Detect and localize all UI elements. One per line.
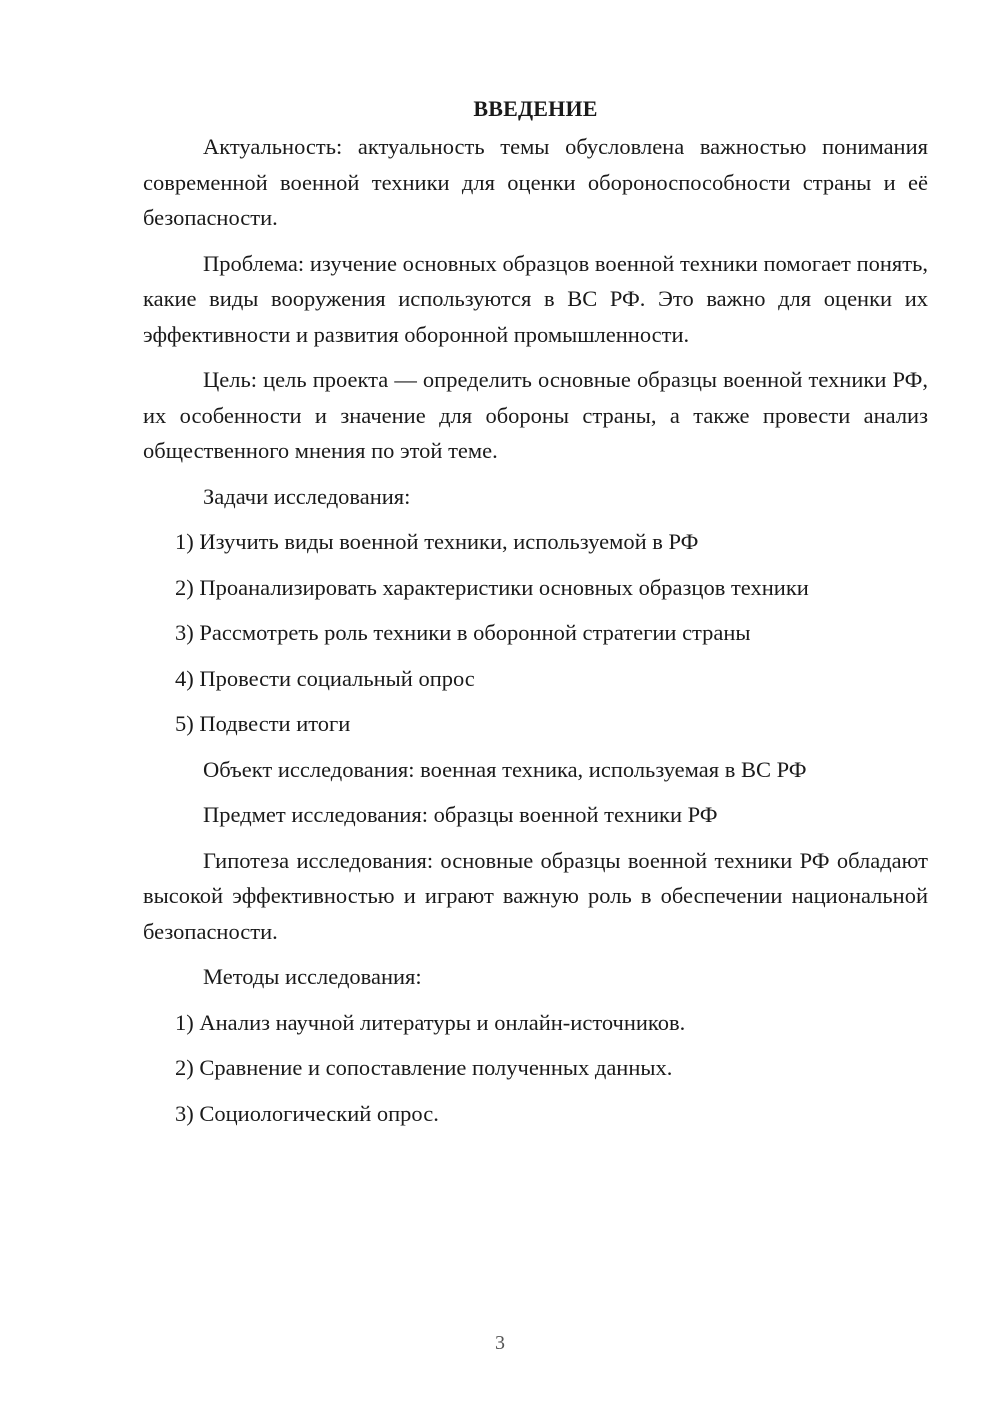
problem-paragraph: Проблема: изучение основных образцов военной техники помогает понять, какие виды вооружения используются в ВС РФ. Это важно для оценки их эффективности и развития оборонной промышленности. [143, 250, 928, 347]
page-number: 3 [495, 1332, 505, 1354]
document-page [143, 90, 928, 1141]
task-item: 3) Рассмотреть роль техники в оборонной стратегии страны [175, 620, 751, 645]
method-item: 3) Социологический опрос. [175, 1100, 439, 1126]
page-title: ВВЕДЕНИЕ [473, 96, 598, 121]
task-item: 1) Изучить виды военной техники, используемой в РФ [175, 529, 699, 554]
object-paragraph: Объект исследования: военная техника, используемая в ВС РФ [203, 756, 807, 782]
task-item: 4) Провести социальный опрос [175, 665, 475, 691]
relevance-paragraph: Актуальность: актуальность темы обусловлена важностью понимания современной военной техники для оценки обороноспособности страны и её безопасности. [143, 134, 928, 230]
method-item: 2) Сравнение и сопоставление полученных данных. [175, 1055, 673, 1080]
hypothesis-paragraph: Гипотеза исследования: основные образцы военной техники РФ обладают высокой эффективностью и играют важную роль в обеспечении национальной безопасности. [143, 847, 928, 944]
tasks-heading: Задачи исследования: [203, 483, 411, 509]
task-item: 2) Проанализировать характеристики основных образцов техники [175, 574, 809, 600]
subject-paragraph: Предмет исследования: образцы военной техники РФ [203, 802, 718, 827]
task-item: 5) Подвести итоги [175, 711, 351, 736]
goal-paragraph: Цель: цель проекта — определить основные образцы военной техники РФ, их особенности и значение для обороны страны, а также провести анализ общественного мнения по этой теме. [143, 367, 928, 463]
methods-heading: Методы исследования: [203, 964, 422, 989]
method-item: 1) Анализ научной литературы и онлайн-источников. [175, 1009, 686, 1035]
